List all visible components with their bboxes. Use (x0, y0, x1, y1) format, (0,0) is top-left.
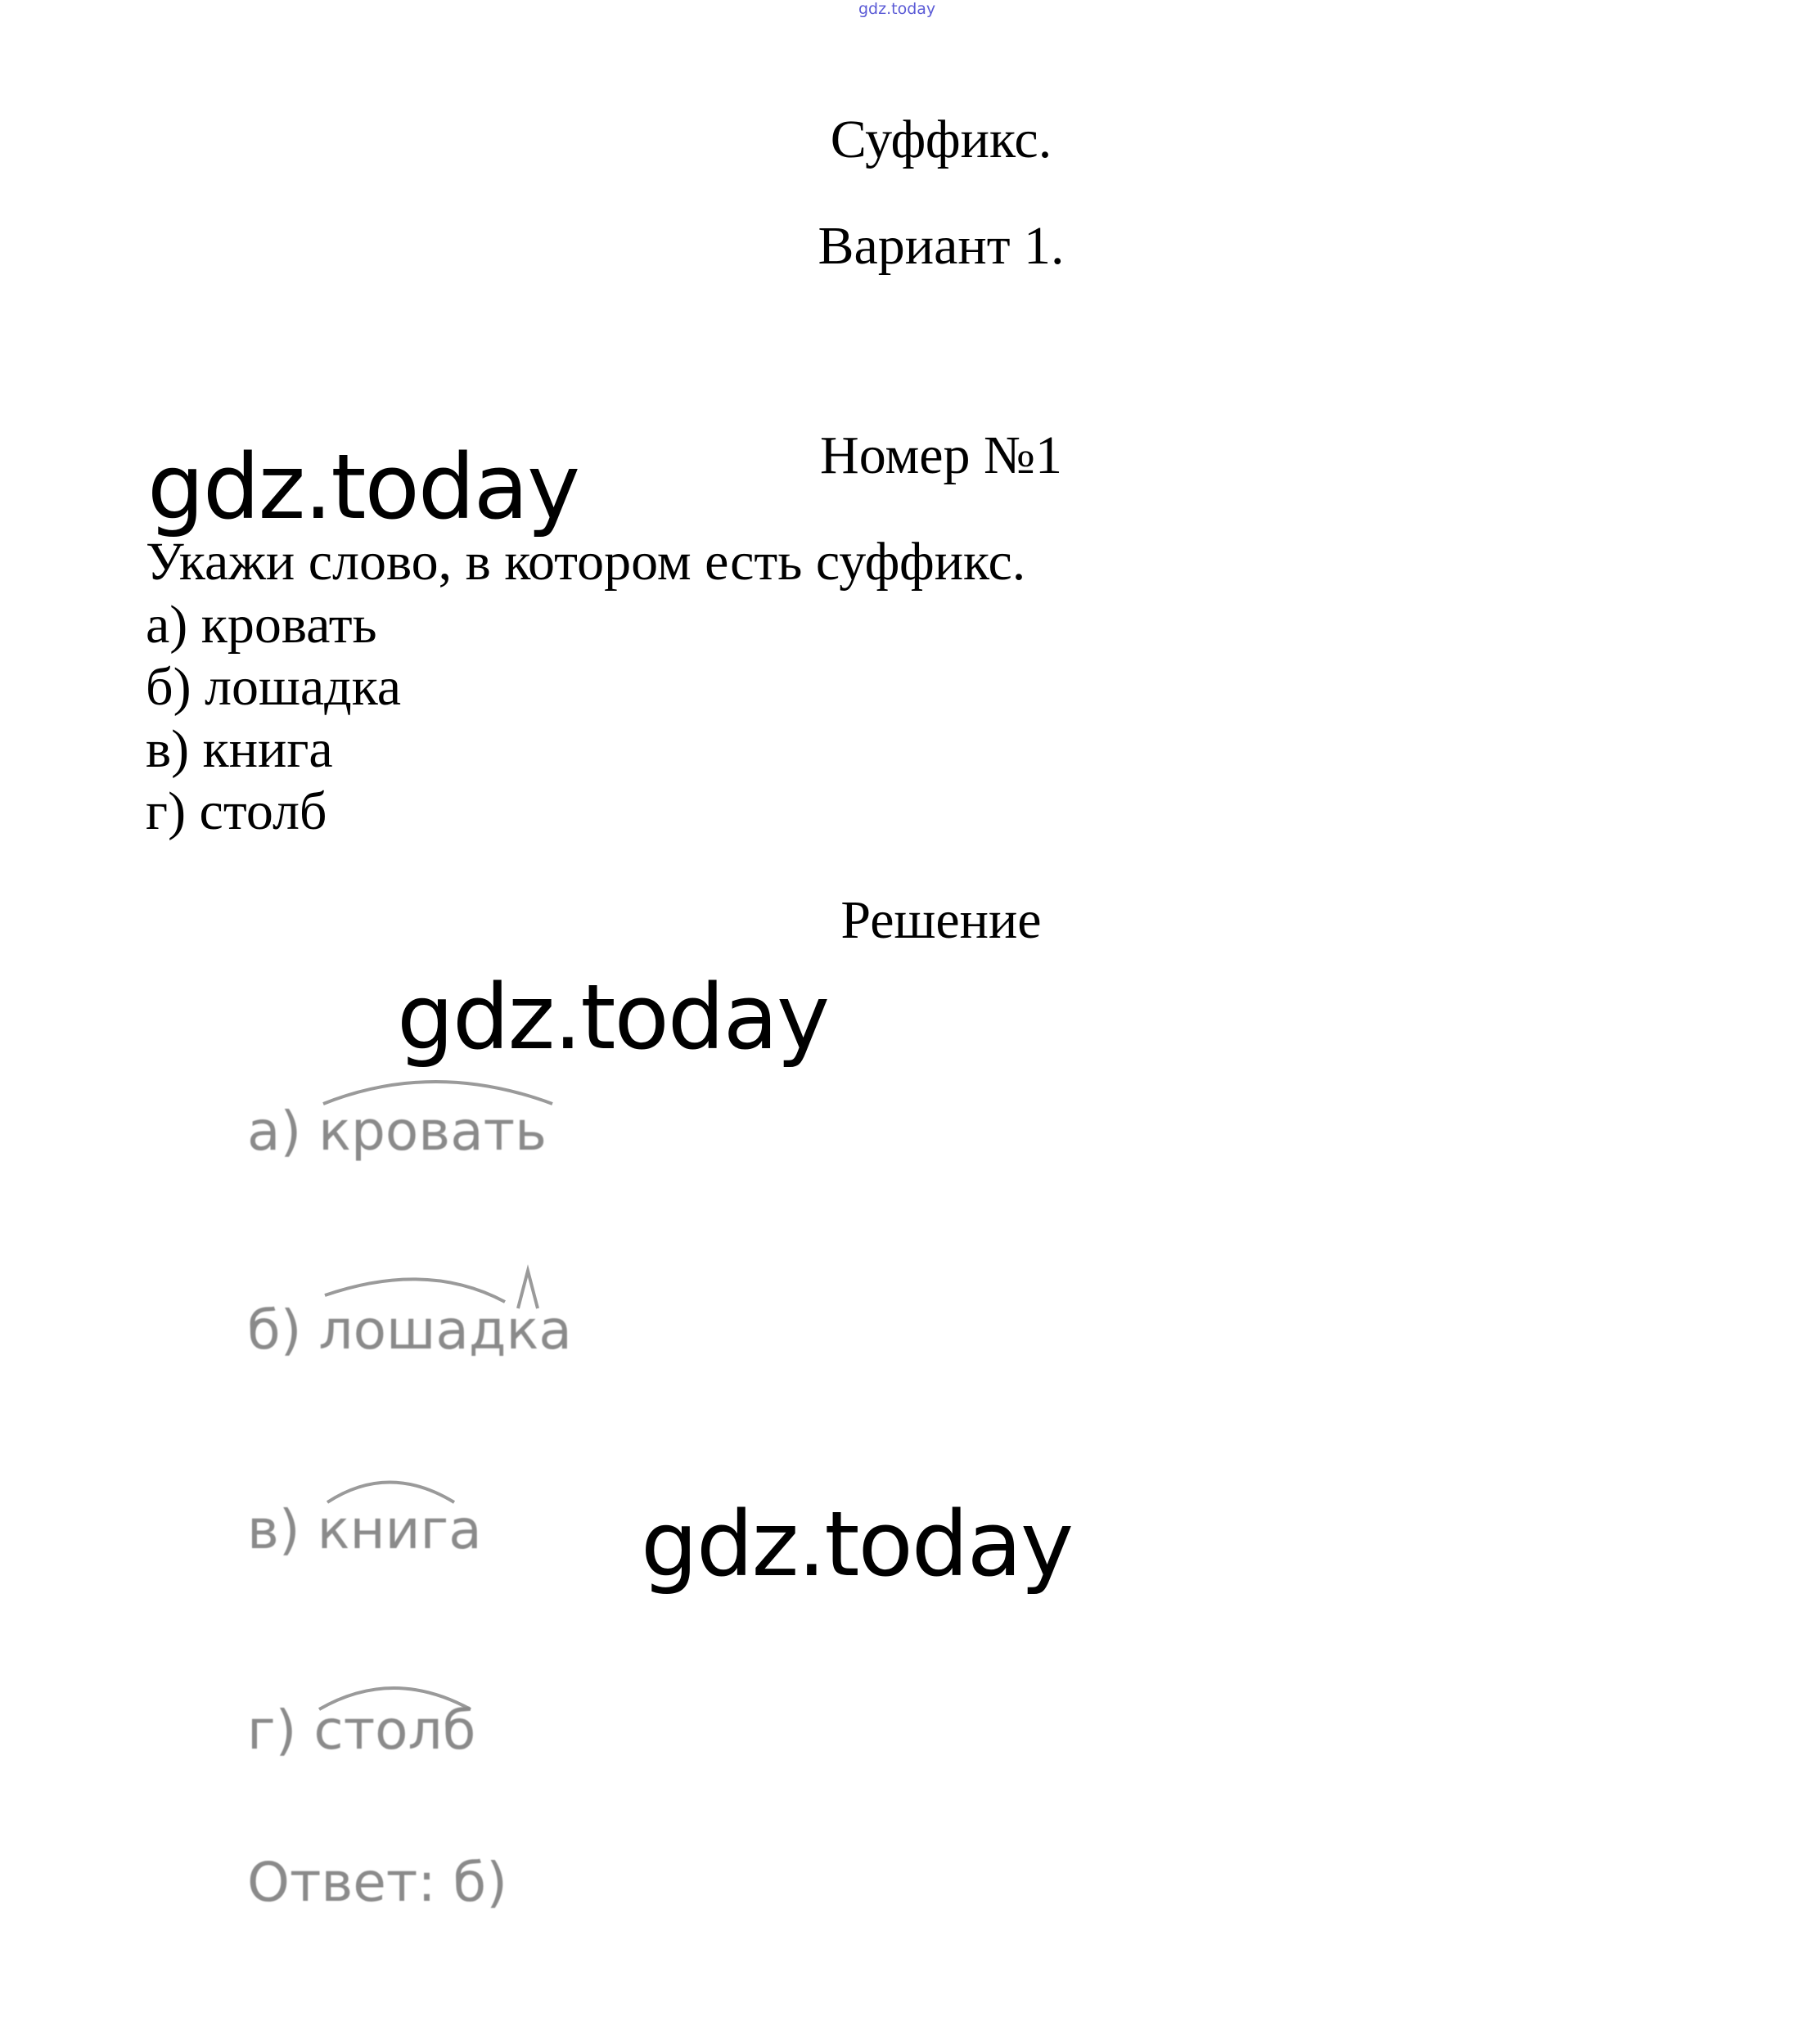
question-text: Укажи слово, в котором есть суффикс. (146, 532, 1026, 592)
solution-line-d: г) столб (247, 1699, 476, 1762)
option-a: а) кровать (146, 595, 377, 655)
watermark: gdz.today (397, 965, 829, 1069)
solution-line-b: б) лошадка (247, 1299, 572, 1362)
solution-heading: Решение (840, 890, 1042, 950)
solution-line-c: в) книга (247, 1498, 482, 1561)
watermark: gdz.today (641, 1492, 1073, 1596)
task-number: Номер №1 (820, 425, 1062, 485)
watermark: gdz.today (147, 434, 579, 539)
solution-line-a: а) кровать (247, 1100, 547, 1163)
variant-heading: Вариант 1. (818, 216, 1065, 276)
option-b: б) лошадка (146, 657, 402, 717)
answer-text: Ответ: б) (247, 1851, 508, 1914)
option-d: г) столб (146, 781, 327, 841)
page-title: Суффикс. (830, 110, 1052, 169)
header-watermark: gdz.today (858, 0, 936, 18)
option-c: в) книга (146, 719, 333, 779)
